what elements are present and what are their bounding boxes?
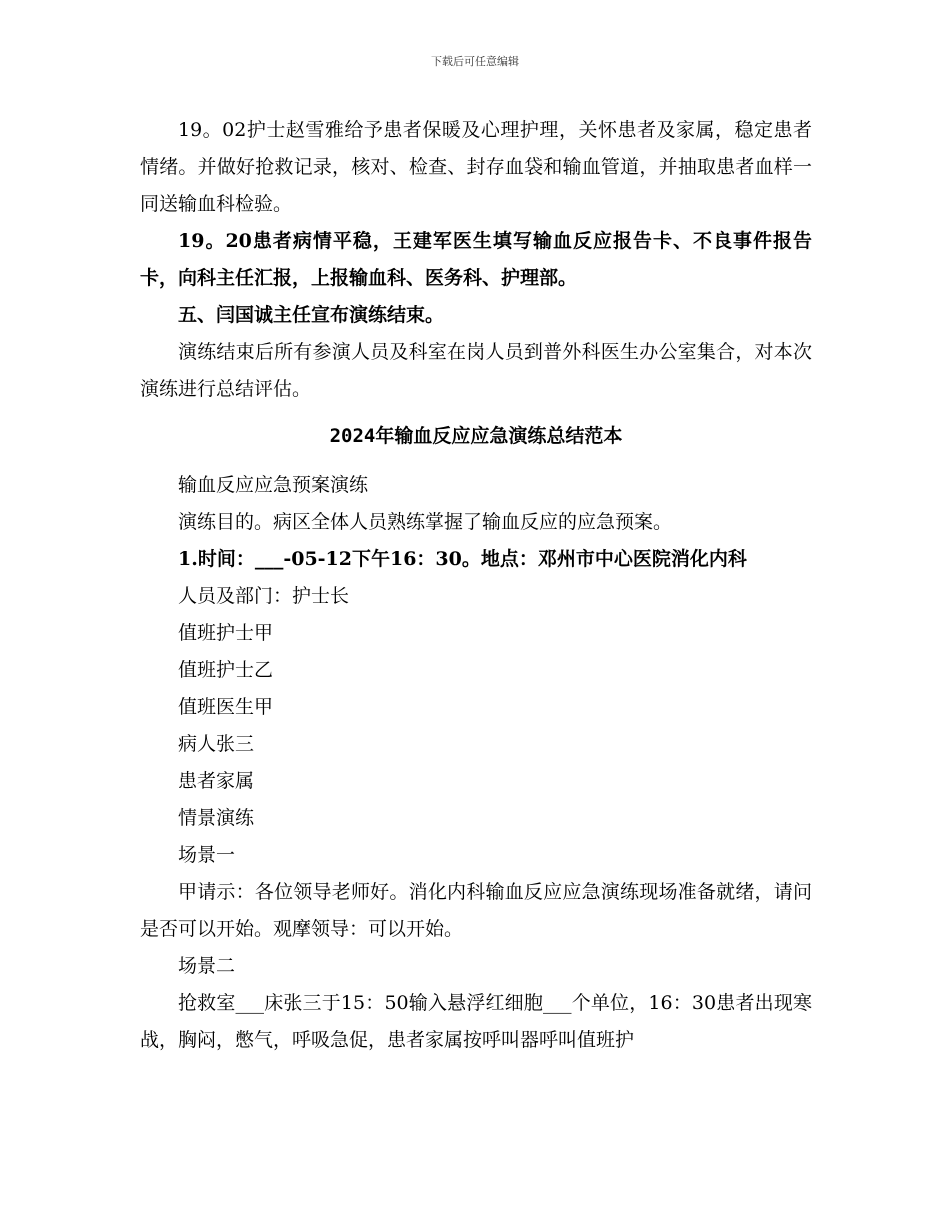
paragraph: 抢救室___床张三于15：50输入悬浮红细胞___个单位，16：30患者出现寒战，胸闷，憋气，呼吸急促，患者家属按呼叫器呼叫值班护 [140,992,812,1051]
paragraph: 值班护士甲 [178,622,274,644]
paragraph: 场景一 [178,844,236,866]
paragraph: 值班护士乙 [178,659,274,681]
paragraph: 演练目的。病区全体人员熟练掌握了输血反应的应急预案。 [178,511,673,533]
paragraph: 五、闫国诚主任宣布演练结束。 [178,304,445,326]
document-body [140,112,812,1059]
paragraph: 输血反应应急预案演练 [178,474,369,496]
paragraph: 19。20患者病情平稳，王建军医生填写输血反应报告卡、不良事件报告卡，向科主任汇报，上报输血科、医务科、护理部。 [140,230,812,289]
paragraph: 人员及部门：护士长 [178,585,350,607]
paragraph: 患者家属 [178,770,255,792]
paragraph: 19。02护士赵雪雅给予患者保暖及心理护理，关怀患者及家属，稳定患者情绪。并做好抢救记录，核对、检查、封存血袋和输血管道，并抽取患者血样一同送输血科检验。 [140,119,812,215]
paragraph: 演练结束后所有参演人员及科室在岗人员到普外科医生办公室集合，对本次演练进行总结评估。 [140,341,812,400]
paragraph: 情景演练 [178,807,255,829]
page-header: 下载后可任意编辑 [431,55,519,68]
paragraph: 病人张三 [178,733,255,755]
paragraph: 场景二 [178,955,236,977]
paragraph: 值班医生甲 [178,696,274,718]
paragraph: 1.时间：___-05-12下午16：30。地点：邓州市中心医院消化内科 [178,548,747,570]
section-title: 2024年输血反应应急演练总结范本 [329,425,623,447]
paragraph: 甲请示：各位领导老师好。消化内科输血反应应急演练现场准备就绪，请问是否可以开始。观摩领导：可以开始。 [140,881,812,940]
